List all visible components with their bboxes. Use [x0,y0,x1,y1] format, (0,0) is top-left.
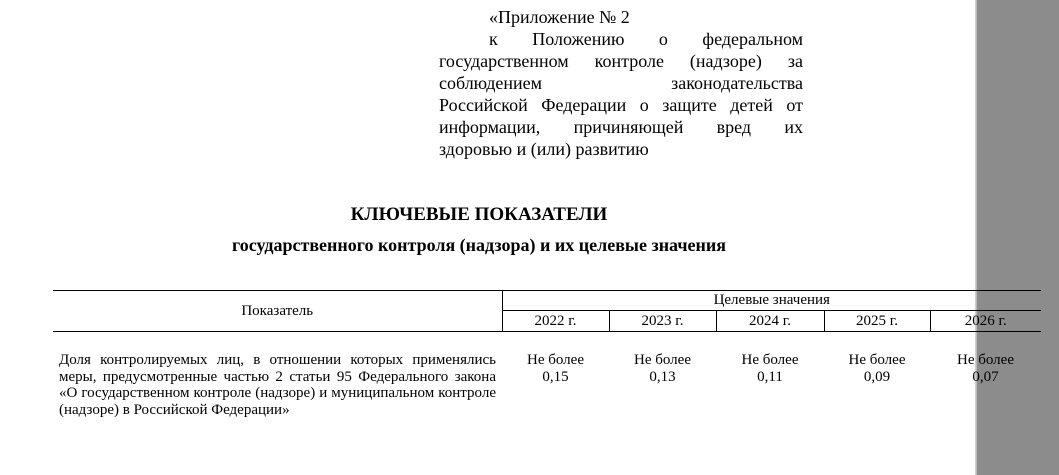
appendix-text: к Положению о федеральном государственном контроле (надзоре) за [439,29,803,71]
column-header-target-values: Целевые значения [502,291,1041,311]
target-value: 0,09 [863,368,891,385]
target-value: 0,07 [972,368,999,385]
table-header-row [53,291,1041,311]
target-value: 0,11 [757,368,783,385]
indicator-description: Доля контролируемых лиц, в отношении которых применялись меры, предусмотренные частью 2 статьи 95 Федерального закона «О государственном контроле (надзоре) и муниципальном контроле (надзоре) в Российской Федерации» [59,352,496,418]
indicators-table [53,290,1041,418]
target-value-cell [824,332,930,419]
appendix-number: «Приложение № 2 [489,7,630,27]
appendix-reference [439,6,803,160]
target-value: 0,13 [649,368,676,385]
document-title: КЛЮЧЕВЫЕ ПОКАЗАТЕЛИ [350,204,608,225]
target-value-cell [502,332,609,419]
column-header-year: 2026 г. [930,311,1041,332]
target-value: 0,15 [542,368,569,385]
column-header-year: 2025 г. [824,311,930,332]
appendix-line: соблюдением законодательства [439,73,803,93]
appendix-line [439,28,803,72]
document-subtitle: государственного контроля (надзора) и их целевые значения [232,235,726,255]
target-value-prefix: Не более [741,352,799,368]
column-header-indicator: Показатель [53,291,502,332]
target-value-prefix: Не более [527,352,584,368]
appendix-line: Российской Федерации о защите детей от информации, причиняющей вред их [439,95,803,137]
column-header-year: 2024 г. [716,311,824,332]
appendix-line: здоровью и (или) развитию [439,139,649,159]
target-value-prefix: Не более [957,352,1014,368]
target-value-prefix: Не более [848,352,906,368]
target-value-cell [609,332,716,419]
column-header-year: 2023 г. [609,311,716,332]
table-row [53,332,1041,419]
target-value-cell [716,332,824,419]
column-header-year: 2022 г. [502,311,609,332]
target-value-prefix: Не более [634,352,691,368]
target-value-cell [930,332,1041,419]
